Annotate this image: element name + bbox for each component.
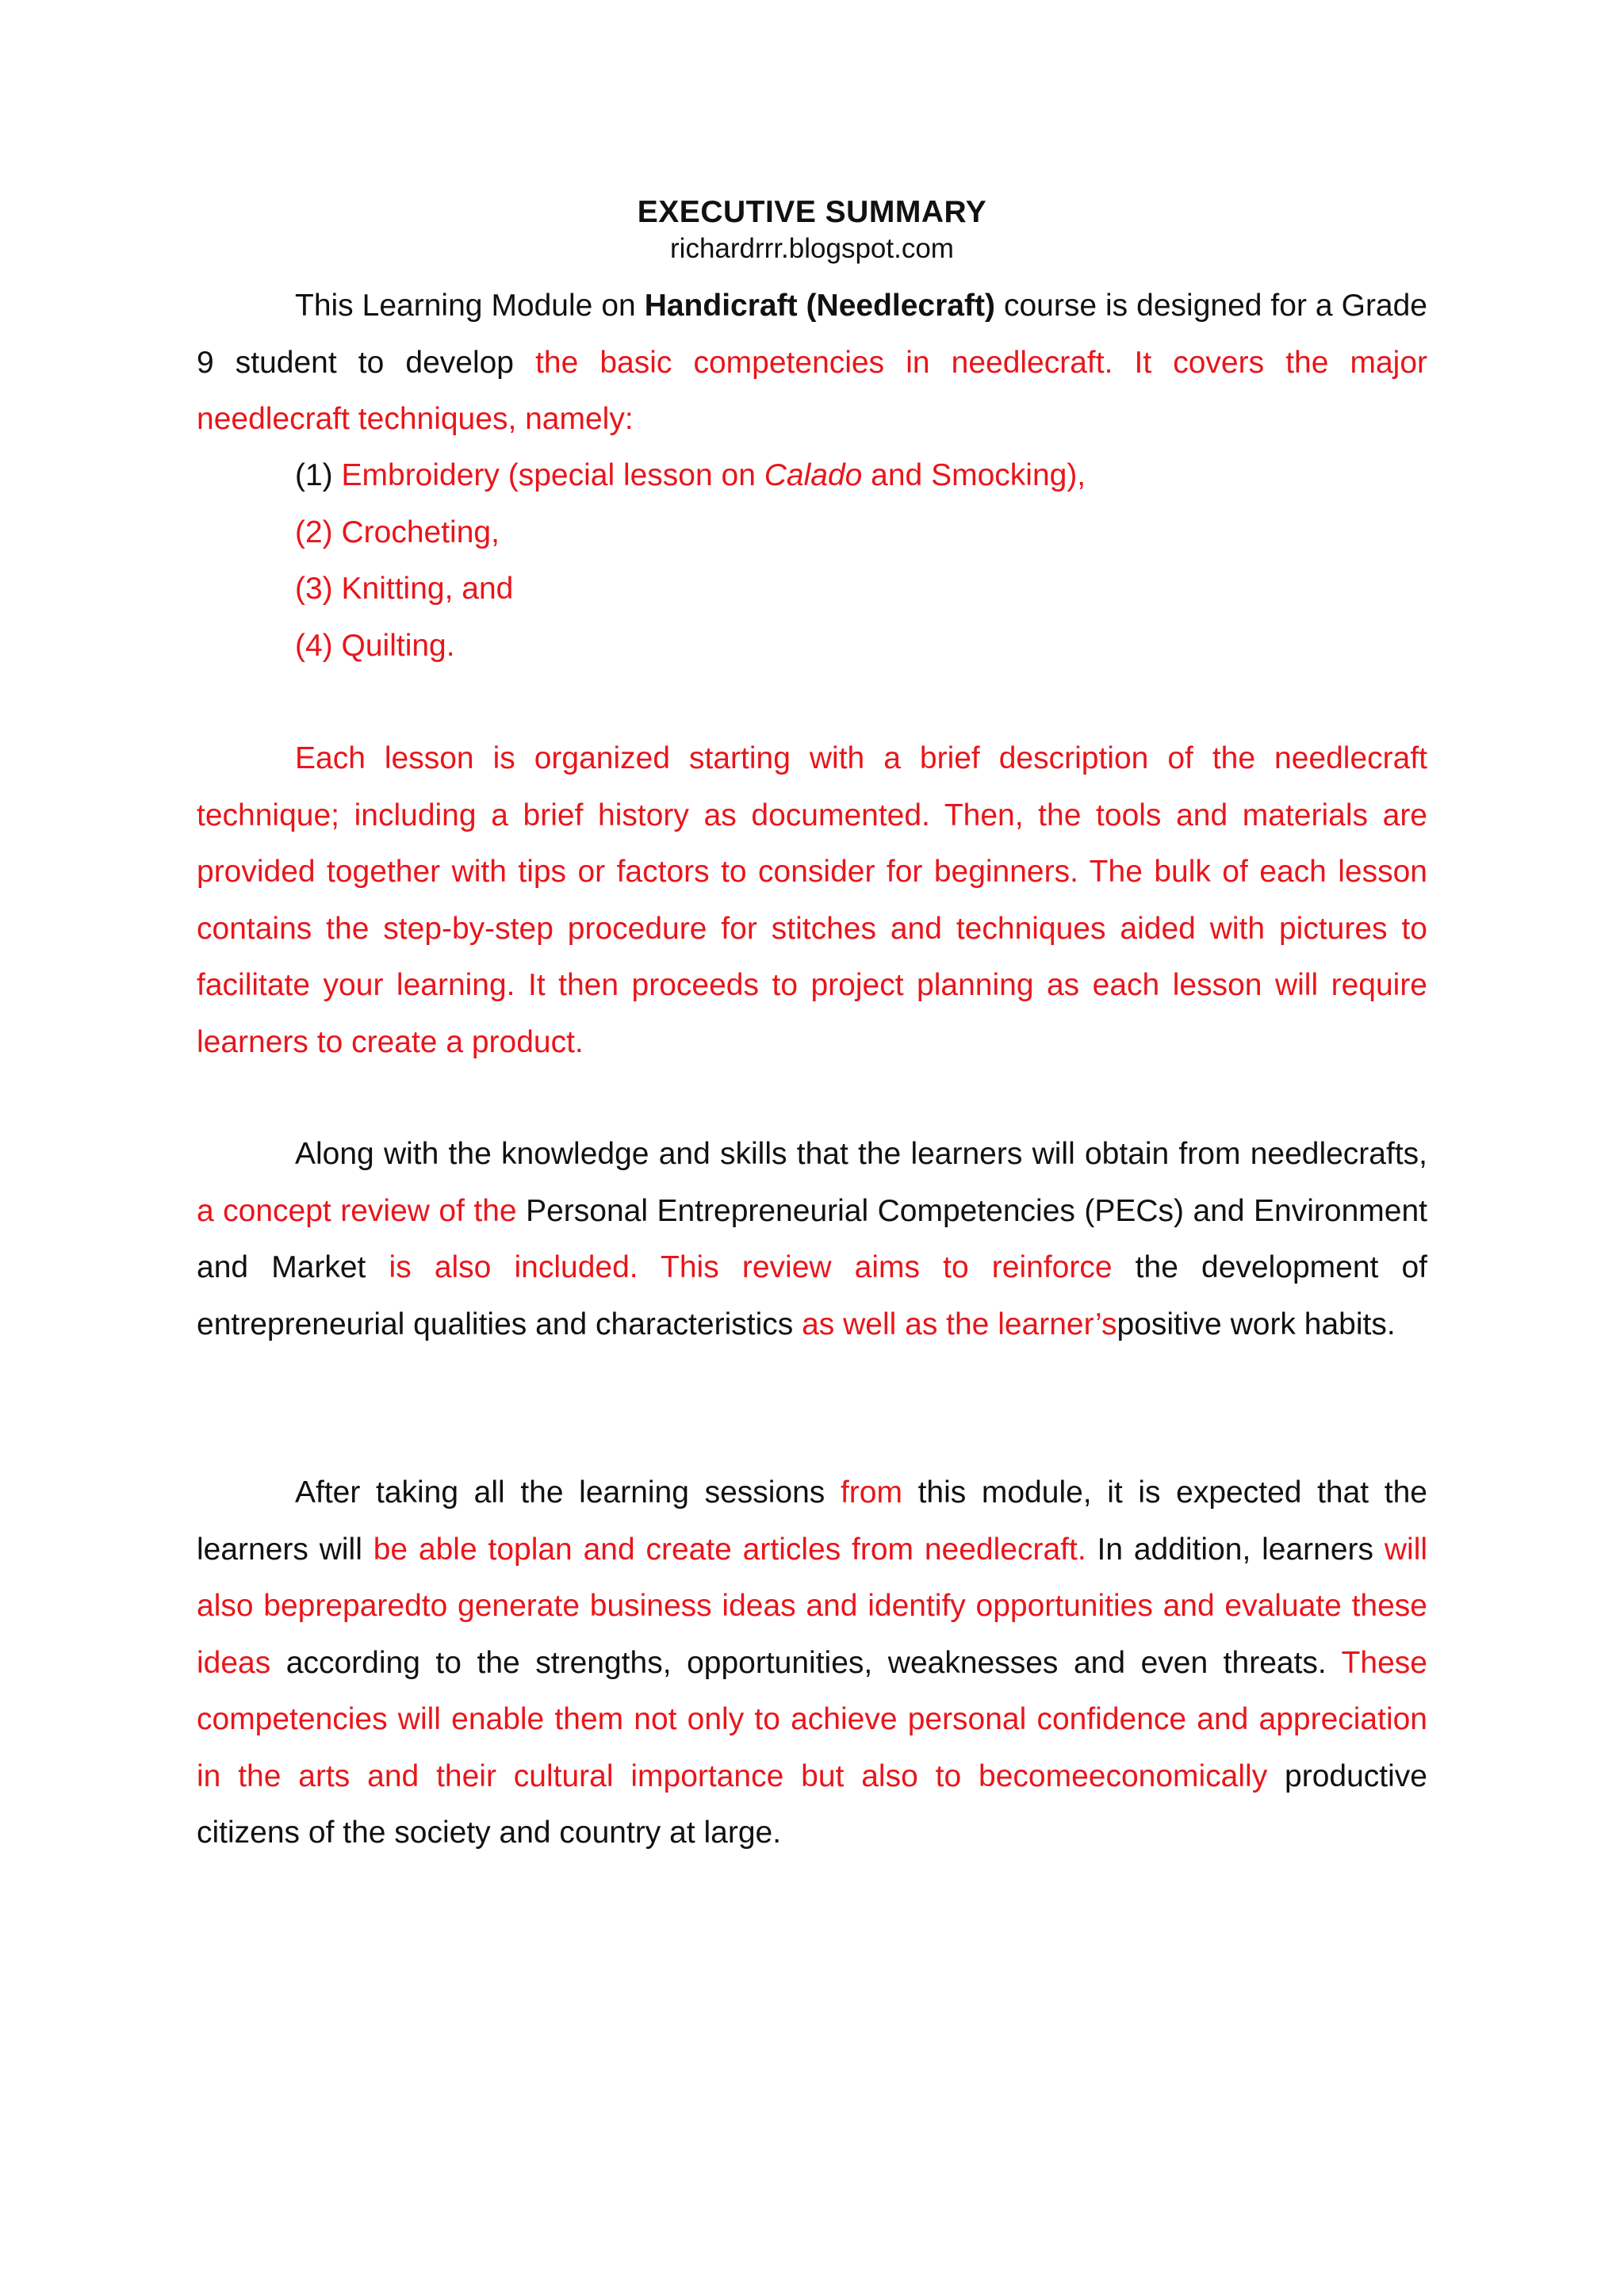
paragraph-pecs-highlight: is also included. This review aims to reinforce bbox=[389, 1250, 1113, 1284]
list-item-text: and Smocking), bbox=[862, 458, 1086, 492]
paragraph-outcomes-highlight: will also bepreparedto generate business ideas and identify opportunities and evaluate these ideas bbox=[197, 1532, 1428, 1680]
paragraph-outcomes-text: productive citizens of the society and country at large. bbox=[197, 1758, 1427, 1850]
paragraph-outcomes-highlight: from bbox=[840, 1475, 902, 1510]
paragraph-pecs-text: positive work habits. bbox=[1116, 1307, 1396, 1341]
paragraph-outcomes-highlight: These competencies will enable them not only to achieve personal confidence and appreciation in the arts and their cultural importance but also to becomeeconomically bbox=[197, 1645, 1427, 1793]
paragraph-lesson-organization: Each lesson is organized starting with a brief description of the needlecraft technique; including a brief history as documented. Then, the tools and materials are provided together with tips or factors to consider for beginners. The bulk of each lesson contains the step-by-step procedure for stitches and techniques aided with pictures to facilitate your learning. It then proceeds to project planning as each lesson will require learners to create a product. bbox=[197, 741, 1427, 1059]
list-item-text: Embroidery (special lesson on bbox=[341, 458, 764, 492]
page-subtitle: richardrrr.blogspot.com bbox=[670, 233, 954, 264]
page-title: EXECUTIVE SUMMARY bbox=[637, 195, 987, 229]
paragraph-pecs-text: Personal Entrepreneurial Competencies (PECs) and Environment and Market bbox=[197, 1193, 1427, 1284]
paragraph-outcomes-text: After taking all the learning sessions bbox=[295, 1475, 841, 1510]
paragraph-intro-text-1: This Learning Module on bbox=[295, 289, 645, 323]
paragraph-outcomes-text: this module, it is expected that the learners will bbox=[197, 1475, 1427, 1567]
paragraph-intro-text-2: course is designed for a Grade 9 student to develop bbox=[197, 289, 1427, 380]
paragraph-pecs-text: Along with the knowledge and skills that the learners will obtain from needlecrafts, bbox=[295, 1137, 1427, 1171]
list-item-number: (1) bbox=[295, 458, 342, 492]
paragraph-outcomes bbox=[197, 1464, 1427, 1862]
paragraph-intro bbox=[197, 277, 1427, 448]
technique-list bbox=[295, 447, 1086, 674]
paragraph-pecs-highlight: a concept review of the bbox=[197, 1193, 517, 1228]
paragraph-outcomes-text: In addition, learners bbox=[1086, 1532, 1385, 1567]
paragraph-intro-highlight: the basic competencies in needlecraft. It covers the major needlecraft techniques, namely: bbox=[197, 345, 1428, 436]
paragraph-pecs-highlight: as well as the learner’s bbox=[802, 1307, 1117, 1341]
paragraph-outcomes-highlight: be able toplan and create articles from needlecraft. bbox=[373, 1532, 1086, 1567]
paragraph-pecs bbox=[197, 1126, 1427, 1353]
list-item-italic: Calado bbox=[764, 458, 863, 492]
paragraph-pecs-text: the development of entrepreneurial qualities and characteristics bbox=[197, 1250, 1427, 1341]
course-name-bold: Handicraft (Needlecraft) bbox=[644, 289, 995, 323]
paragraph-outcomes-text: according to the strengths, opportunities, weaknesses and even threats. bbox=[270, 1645, 1342, 1680]
list-item: (4) Quilting. bbox=[295, 628, 455, 663]
list-item: (2) Crocheting, bbox=[295, 515, 500, 549]
list-item: (3) Knitting, and bbox=[295, 572, 514, 606]
list-item bbox=[295, 447, 1086, 504]
